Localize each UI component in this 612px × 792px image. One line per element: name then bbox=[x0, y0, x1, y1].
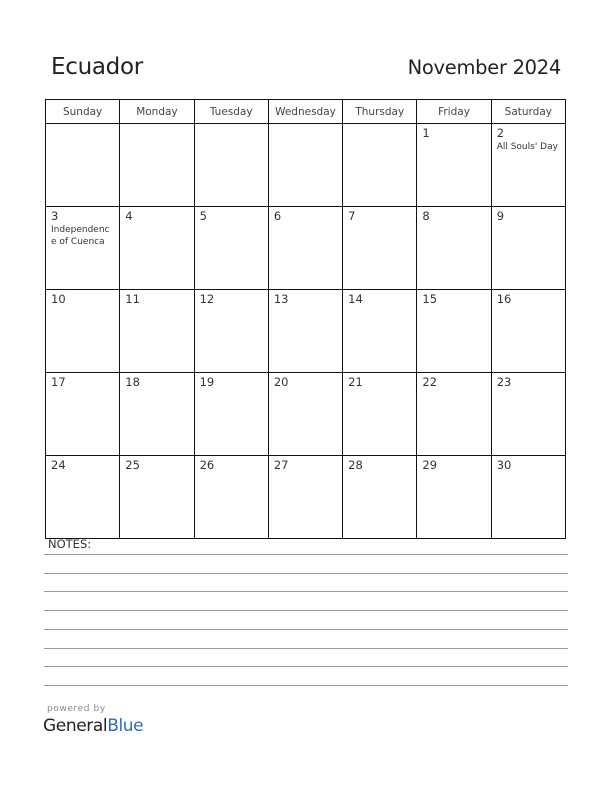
day-cell bbox=[491, 124, 565, 207]
day-number: 4 bbox=[125, 209, 133, 223]
day-number: 29 bbox=[422, 458, 438, 472]
notes-line bbox=[44, 666, 568, 667]
notes-line bbox=[44, 591, 568, 592]
day-cell bbox=[491, 290, 565, 373]
day-number: 21 bbox=[348, 375, 363, 389]
weekday-wednesday: Wednesday bbox=[268, 100, 342, 124]
week-row bbox=[46, 124, 566, 207]
notes-label: NOTES: bbox=[48, 537, 92, 551]
weekday-sunday: Sunday bbox=[46, 100, 120, 124]
weekday-friday: Friday bbox=[417, 100, 491, 124]
day-cell bbox=[268, 456, 342, 539]
day-cell bbox=[417, 373, 491, 456]
holiday-label: Independence of Cuenca bbox=[51, 225, 110, 247]
day-cell bbox=[46, 124, 120, 207]
day-number: 30 bbox=[496, 458, 512, 472]
notes-line bbox=[44, 685, 568, 686]
week-row bbox=[46, 207, 566, 290]
notes-line bbox=[44, 629, 568, 630]
generalblue-logo bbox=[43, 716, 143, 736]
day-number: 9 bbox=[496, 209, 505, 223]
day-cell bbox=[343, 124, 417, 207]
day-number: 6 bbox=[273, 209, 282, 223]
month-year-title: November 2024 bbox=[407, 56, 561, 79]
day-number: 3 bbox=[51, 209, 59, 223]
day-number: 15 bbox=[422, 292, 438, 306]
day-cell bbox=[120, 373, 194, 456]
day-number: 20 bbox=[273, 375, 289, 389]
day-cell bbox=[120, 456, 194, 539]
day-cell bbox=[343, 207, 417, 290]
day-cell bbox=[268, 373, 342, 456]
day-number: 11 bbox=[125, 292, 140, 306]
week-row bbox=[46, 290, 566, 373]
day-cell bbox=[194, 456, 268, 539]
powered-by-text: powered by bbox=[47, 704, 106, 714]
day-number: 27 bbox=[273, 458, 289, 472]
day-cell bbox=[417, 456, 491, 539]
calendar-grid bbox=[45, 99, 566, 539]
weekday-header-row bbox=[46, 100, 566, 124]
day-number: 13 bbox=[273, 292, 289, 306]
day-cell bbox=[491, 207, 565, 290]
day-cell bbox=[417, 290, 491, 373]
holiday-label: All Souls' Day bbox=[496, 142, 558, 152]
day-number: 22 bbox=[422, 375, 438, 389]
day-number: 10 bbox=[51, 292, 66, 306]
day-cell bbox=[343, 290, 417, 373]
weekday-thursday: Thursday bbox=[343, 100, 417, 124]
day-number: 2 bbox=[496, 126, 505, 140]
day-cell bbox=[268, 124, 342, 207]
day-number: 1 bbox=[422, 126, 430, 140]
day-cell bbox=[417, 124, 491, 207]
day-cell bbox=[268, 207, 342, 290]
day-number: 7 bbox=[348, 209, 356, 223]
day-cell bbox=[343, 373, 417, 456]
notes-line bbox=[44, 648, 568, 649]
day-cell bbox=[194, 207, 268, 290]
day-cell bbox=[417, 207, 491, 290]
day-number: 28 bbox=[348, 458, 363, 472]
day-cell bbox=[46, 456, 120, 539]
weekday-monday: Monday bbox=[120, 100, 194, 124]
day-number: 19 bbox=[199, 375, 215, 389]
week-row bbox=[46, 456, 566, 539]
brand-general: General bbox=[43, 716, 108, 736]
weekday-tuesday: Tuesday bbox=[194, 100, 268, 124]
brand-blue: Blue bbox=[107, 716, 144, 736]
day-number: 23 bbox=[496, 375, 512, 389]
day-number: 12 bbox=[199, 292, 215, 306]
day-number: 17 bbox=[51, 375, 66, 389]
day-cell bbox=[194, 124, 268, 207]
week-row bbox=[46, 373, 566, 456]
day-number: 26 bbox=[199, 458, 215, 472]
weekday-saturday: Saturday bbox=[491, 100, 565, 124]
notes-line bbox=[44, 610, 568, 611]
day-cell bbox=[491, 456, 565, 539]
day-cell bbox=[194, 290, 268, 373]
day-cell bbox=[46, 290, 120, 373]
day-number: 25 bbox=[125, 458, 140, 472]
day-cell bbox=[268, 290, 342, 373]
day-cell bbox=[120, 207, 194, 290]
day-cell bbox=[46, 373, 120, 456]
day-cell bbox=[120, 290, 194, 373]
day-number: 14 bbox=[348, 292, 363, 306]
day-number: 24 bbox=[51, 458, 66, 472]
notes-line bbox=[44, 573, 568, 574]
day-number: 16 bbox=[496, 292, 512, 306]
day-cell bbox=[343, 456, 417, 539]
day-number: 5 bbox=[199, 209, 207, 223]
day-cell bbox=[120, 124, 194, 207]
day-cell bbox=[194, 373, 268, 456]
day-cell bbox=[491, 373, 565, 456]
day-number: 18 bbox=[125, 375, 140, 389]
country-title: Ecuador bbox=[51, 54, 143, 80]
day-number: 8 bbox=[422, 209, 430, 223]
notes-line bbox=[44, 554, 568, 555]
day-cell bbox=[46, 207, 120, 290]
